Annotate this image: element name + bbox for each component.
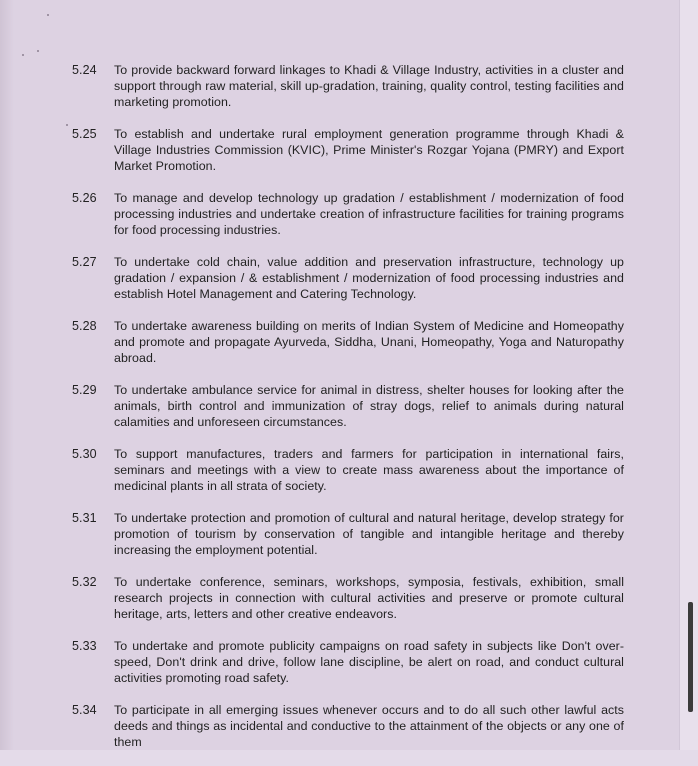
vertical-scrollbar[interactable] xyxy=(679,0,698,750)
clause-number: 5.33 xyxy=(72,639,97,653)
clause-text: To manage and develop technology up gradation / establishment / modernization of food processing industries and undertake creation of infrastructure facilities for training programs for food processing industries. xyxy=(114,191,624,237)
clause-5-33 xyxy=(72,638,624,686)
clause-5-26 xyxy=(72,190,624,238)
clause-text: To support manufactures, traders and farmers for participation in international fairs, seminars and meetings with a view to create mass awareness about the importance of medicinal plants in all strata of society. xyxy=(114,447,624,493)
scan-speck xyxy=(66,124,68,126)
clause-text: To undertake awareness building on merits of Indian System of Medicine and Homeopathy and promote and propagate Ayurveda, Siddha, Unani, Homeopathy, Yoga and Naturopathy abroad. xyxy=(114,319,624,365)
scrollbar-thumb[interactable] xyxy=(688,602,693,712)
clause-text: To establish and undertake rural employment generation programme through Khadi & Village Industries Commission (KVIC), Prime Minister's Rozgar Yojana (PMRY) and Export Market Promotion. xyxy=(114,127,624,173)
clause-5-34 xyxy=(72,702,624,750)
scan-speck xyxy=(47,14,49,16)
clause-text: To provide backward forward linkages to Khadi & Village Industry, activities in a cluster and support through raw material, skill up-gradation, training, quality control, testing facilities and marketing promotion. xyxy=(114,63,624,109)
clause-number: 5.27 xyxy=(72,255,97,269)
clause-number: 5.34 xyxy=(72,703,97,717)
page-edge-shadow xyxy=(0,0,14,750)
clause-text: To undertake ambulance service for animal in distress, shelter houses for looking after the animals, birth control and immunization of stray dogs, relief to animals during natural calamities and unforeseen circumstances. xyxy=(114,383,624,429)
clause-number: 5.29 xyxy=(72,383,97,397)
clause-5-32 xyxy=(72,574,624,622)
scan-speck xyxy=(22,54,24,56)
clause-number: 5.30 xyxy=(72,447,97,461)
clause-number: 5.25 xyxy=(72,127,97,141)
clause-5-30 xyxy=(72,446,624,494)
clause-text: To undertake conference, seminars, workshops, symposia, festivals, exhibition, small research projects in connection with cultural activities and preserve or promote cultural heritage, arts, letters and other creative endeavors. xyxy=(114,575,624,621)
clause-5-27 xyxy=(72,254,624,302)
clause-number: 5.32 xyxy=(72,575,97,589)
clause-number: 5.28 xyxy=(72,319,97,333)
clause-text: To undertake protection and promotion of cultural and natural heritage, develop strategy for promotion of tourism by conservation of tangible and intangible heritage and thereby increasing the employment potential. xyxy=(114,511,624,557)
clause-number: 5.26 xyxy=(72,191,97,205)
clause-number: 5.31 xyxy=(72,511,97,525)
clause-5-24 xyxy=(72,62,624,110)
clause-5-28 xyxy=(72,318,624,366)
clause-text: To participate in all emerging issues whenever occurs and to do all such other lawful acts deeds and things as incidental and conductive to the attainment of the objects or any one of them xyxy=(114,703,624,749)
clause-text: To undertake cold chain, value addition and preservation infrastructure, technology up gradation / expansion / & establishment / modernization of food processing industries and establish Hotel Management and Catering Technology. xyxy=(114,255,624,301)
clause-5-31 xyxy=(72,510,624,558)
clause-list xyxy=(72,62,624,766)
clause-number: 5.24 xyxy=(72,63,97,77)
clause-5-25 xyxy=(72,126,624,174)
clause-text: To undertake and promote publicity campaigns on road safety in subjects like Don't over-speed, Don't drink and drive, follow lane discipline, be alert on road, and conduct cultural activities promoting road safety. xyxy=(114,639,624,685)
clause-5-29 xyxy=(72,382,624,430)
scan-speck xyxy=(37,50,39,52)
